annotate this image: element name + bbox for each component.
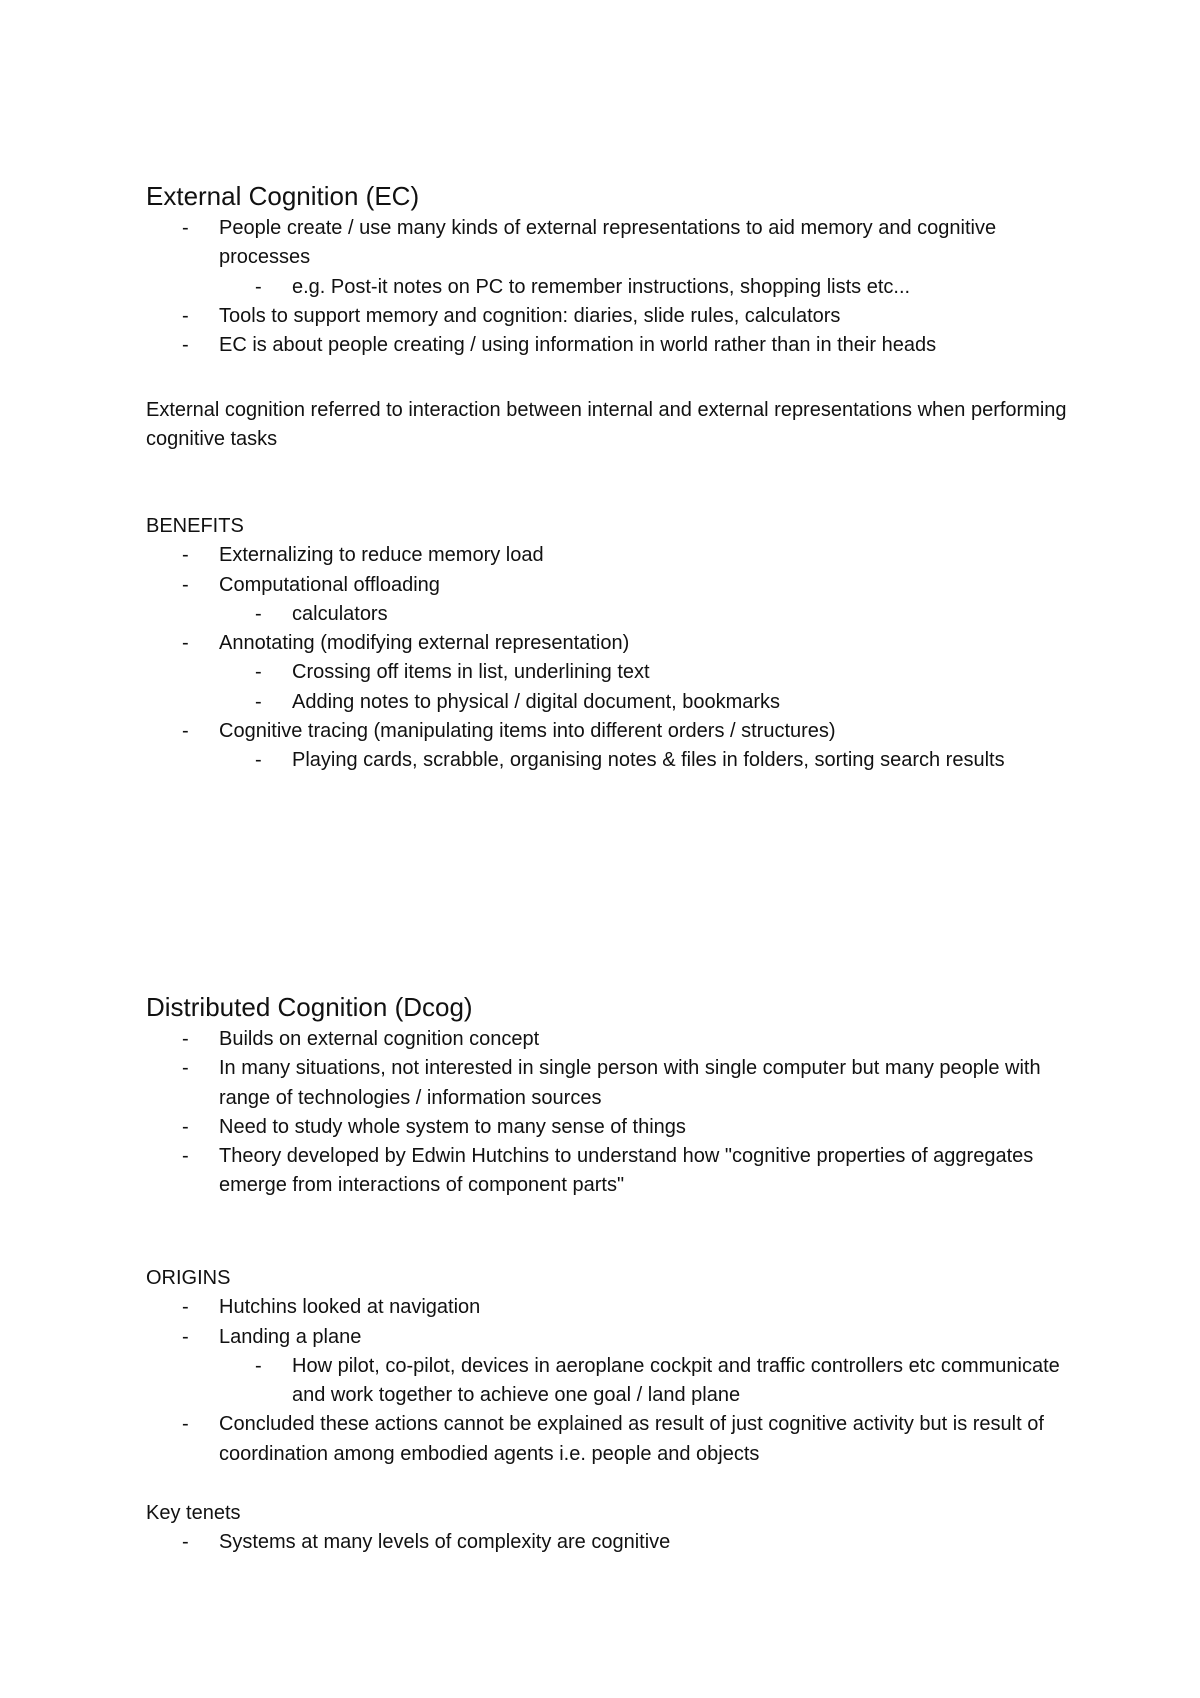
list-item xyxy=(146,1054,1086,1113)
bullet-dash: - xyxy=(255,1354,262,1377)
list-item-text: Adding notes to physical / digital document, bookmarks xyxy=(292,690,781,713)
bullet-dash: - xyxy=(182,1028,189,1050)
list-item-text: Playing cards, scrabble, organising notes & files in folders, sorting search results xyxy=(292,749,1005,772)
bullet-list xyxy=(146,1293,1086,1469)
list-item-text: How pilot, co-pilot, devices in aeroplane cockpit and traffic controllers etc communicate and work together to achieve one goal / land plane xyxy=(292,1354,1060,1407)
list-item-text: Builds on external cognition concept xyxy=(219,1028,540,1050)
bullet-dash: - xyxy=(182,720,189,743)
origins-label: ORIGINS xyxy=(146,1267,231,1289)
list-item-text: Crossing off items in list, underlining text xyxy=(292,661,650,684)
list-item-text: Landing a plane xyxy=(219,1325,362,1348)
list-item xyxy=(146,302,1086,331)
bullet-dash: - xyxy=(255,602,262,625)
list-item-text: Concluded these actions cannot be explained as result of just cognitive activity but is result of coordination among embodied agents i.e. people and objects xyxy=(219,1413,1044,1465)
list-item xyxy=(146,1293,1086,1322)
ec-definition-paragraph: External cognition referred to interaction between internal and external representations when performing cognitive tasks xyxy=(146,399,1067,451)
list-item xyxy=(146,658,1086,687)
list-item xyxy=(146,214,1086,273)
bullet-list xyxy=(146,541,1086,775)
section-heading: Distributed Cognition (Dcog) xyxy=(146,992,473,1022)
list-item xyxy=(146,688,1086,717)
benefits-label: BENEFITS xyxy=(146,515,244,537)
list-item-text: Need to study whole system to many sense of things xyxy=(219,1115,686,1138)
list-item xyxy=(146,1352,1086,1411)
bullet-dash: - xyxy=(182,1145,189,1168)
bullet-dash: - xyxy=(255,749,262,772)
bullet-dash: - xyxy=(182,334,189,357)
section-origins xyxy=(146,1264,1086,1469)
list-item xyxy=(146,541,1086,570)
bullet-dash: - xyxy=(255,661,262,684)
list-item-text: Cognitive tracing (manipulating items into different orders / structures) xyxy=(219,720,836,743)
bullet-list xyxy=(146,1025,1086,1201)
ec-definition-block xyxy=(146,396,1086,455)
list-item xyxy=(146,1528,1086,1557)
list-item-text: calculators xyxy=(292,602,388,625)
list-item-text: Computational offloading xyxy=(219,573,440,596)
bullet-dash: - xyxy=(182,1531,189,1554)
list-item-text: People create / use many kinds of external representations to aid memory and cognitive processes xyxy=(219,217,997,269)
bullet-list xyxy=(146,214,1086,360)
list-item-text: e.g. Post-it notes on PC to remember instructions, shopping lists etc... xyxy=(292,275,911,298)
bullet-dash: - xyxy=(182,1413,189,1436)
section-key-tenets xyxy=(146,1499,1086,1558)
list-item-text: Externalizing to reduce memory load xyxy=(219,544,544,567)
bullet-dash: - xyxy=(182,217,189,239)
list-item-text: EC is about people creating / using information in world rather than in their heads xyxy=(219,334,937,357)
bullet-dash: - xyxy=(182,1325,189,1348)
bullet-list xyxy=(146,1528,1086,1557)
list-item xyxy=(146,273,1086,302)
list-item xyxy=(146,1113,1086,1142)
bullet-dash: - xyxy=(182,1296,189,1319)
list-item xyxy=(146,1410,1086,1469)
key-tenets-label: Key tenets xyxy=(146,1502,241,1524)
list-item-text: Systems at many levels of complexity are cognitive xyxy=(219,1531,671,1554)
section-external-cognition xyxy=(146,180,1086,360)
bullet-dash: - xyxy=(182,304,189,327)
list-item-text: Hutchins looked at navigation xyxy=(219,1296,481,1319)
list-item-text: Tools to support memory and cognition: diaries, slide rules, calculators xyxy=(219,304,841,327)
bullet-dash: - xyxy=(182,1057,189,1080)
list-item xyxy=(146,331,1086,360)
list-item-text: Theory developed by Edwin Hutchins to understand how "cognitive properties of aggregates emerge from interactions of component parts" xyxy=(219,1145,1034,1197)
bullet-dash: - xyxy=(255,690,262,713)
section-benefits xyxy=(146,512,1086,776)
bullet-dash: - xyxy=(182,1115,189,1138)
list-item-text: Annotating (modifying external representation) xyxy=(219,632,630,655)
list-item xyxy=(146,717,1086,746)
list-item-text: In many situations, not interested in single person with single computer but many people with range of technologies / information sources xyxy=(219,1057,1041,1109)
bullet-dash: - xyxy=(182,544,189,567)
list-item xyxy=(146,1025,1086,1054)
list-item xyxy=(146,571,1086,600)
section-heading: External Cognition (EC) xyxy=(146,181,420,211)
bullet-dash: - xyxy=(182,573,189,596)
list-item xyxy=(146,1323,1086,1352)
bullet-dash: - xyxy=(182,632,189,655)
list-item xyxy=(146,1142,1086,1201)
list-item xyxy=(146,600,1086,629)
section-distributed-cognition xyxy=(146,991,1086,1201)
list-item xyxy=(146,746,1086,775)
bullet-dash: - xyxy=(255,275,262,298)
list-item xyxy=(146,629,1086,658)
